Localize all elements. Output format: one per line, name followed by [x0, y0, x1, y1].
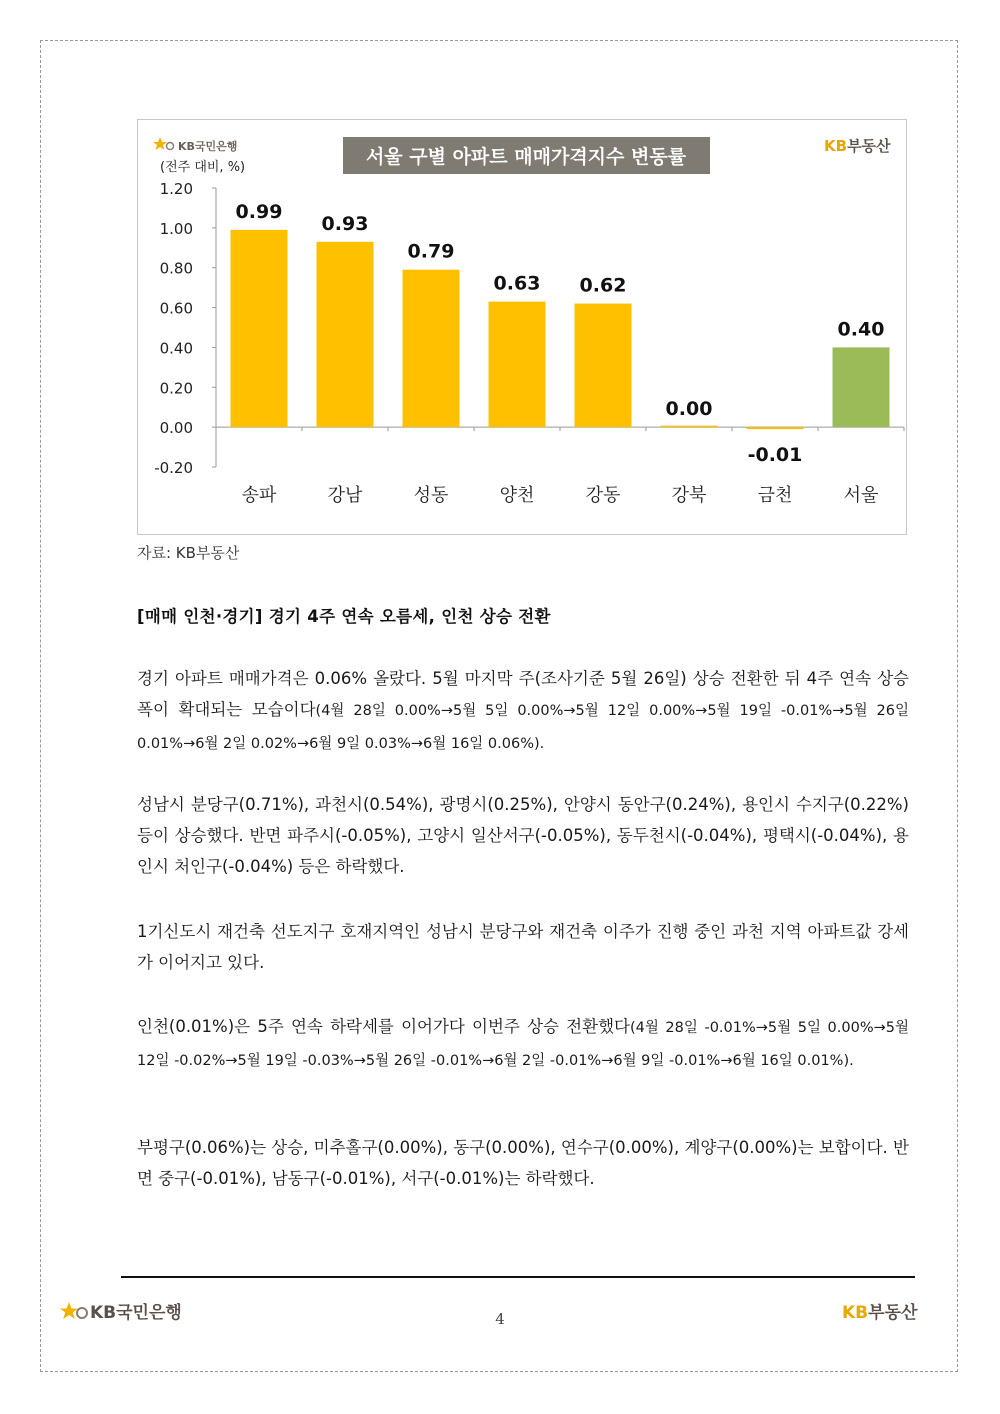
y-tick-label: 0.40 — [159, 339, 193, 358]
bar-금천 — [747, 427, 804, 429]
paragraph-new-towns: 1기신도시 재건축 선도지구 호재지역인 성남시 분당구와 재건축 이주가 진행 중인 과천 지역 아파트값 강세가 이어지고 있다. — [137, 922, 909, 972]
footer-logo-kb: KB — [842, 1303, 869, 1323]
paragraph-gyeonggi-detail: (4월 28일 0.00%→5월 5일 0.00%→5월 12일 0.00%→5월 19일 -0.01%→5월 26일 0.01%→6월 2일 0.02%→6월 9일 0.03%→6월 16일 0.06%). — [137, 703, 909, 752]
paragraph-gyeonggi-districts: 성남시 분당구(0.71%), 과천시(0.54%), 광명시(0.25%), 안양시 동안구(0.24%), 용인시 수지구(0.22%) 등이 상승했다. 반면 파주시(-0.05%), 고양시 일산서구(-0.05%), 동두천시(-0.04%), 평택시(-0.04%), 용인시 처인구(-0.04%) 등은 하락했다. — [137, 795, 909, 876]
page-number: 4 — [495, 1310, 505, 1328]
footer-bank-name: KB국민은행 — [90, 1303, 182, 1323]
data-label: 0.63 — [493, 272, 541, 295]
paragraph-incheon-detail: (4월 28일 -0.01%→5월 5일 0.00%→5월 12일 -0.02%→5월 19일 -0.03%→5월 26일 -0.01%→6월 2일 -0.01%→6월 9일 -0.01%→6월 16일 0.01%). — [137, 1020, 909, 1069]
paragraph-incheon-main: 인천(0.01%)은 5주 연속 하락세를 이어가다 이번주 상승 전환했다 — [137, 1017, 630, 1036]
chart-title: 서울 구별 아파트 매매가격지수 변동률 — [365, 146, 687, 168]
data-label: 0.40 — [837, 318, 885, 341]
kb-star-icon — [153, 137, 167, 150]
paragraph-gyeonggi-main: 경기 아파트 매매가격은 0.06% 올랐다. 5월 마지막 주(조사기준 5월 26일) 상승 전환한 뒤 4주 연속 상승폭이 확대되는 모습이다 — [137, 669, 909, 719]
chart-brand-logo: KB부동산 — [824, 137, 891, 155]
y-tick-label: 0.00 — [159, 419, 193, 438]
bar-강남 — [317, 242, 374, 427]
bar-chart-svg — [138, 120, 908, 536]
x-tick-label: 금천 — [757, 485, 793, 506]
x-tick-label: 강동 — [585, 485, 621, 506]
kb-ring-icon — [167, 143, 174, 150]
paragraph-gyeonggi — [137, 663, 909, 760]
bar-강북 — [661, 426, 718, 428]
bar-강동 — [575, 304, 632, 428]
y-tick-label: 1.20 — [159, 180, 193, 198]
y-tick-label: 1.00 — [159, 219, 193, 238]
x-tick-label: 강북 — [671, 485, 707, 506]
x-tick-label: 강남 — [327, 485, 363, 506]
x-tick-label: 송파 — [241, 485, 277, 506]
bar-양천 — [489, 302, 546, 428]
bar-성동 — [403, 270, 460, 427]
chart-unit-label: (전주 대비, %) — [160, 160, 246, 175]
paragraph-incheon — [137, 1011, 909, 1077]
data-label: 0.00 — [665, 398, 713, 421]
x-tick-label: 성동 — [413, 485, 449, 506]
bar-chart — [137, 119, 907, 535]
data-label: 0.99 — [235, 200, 283, 223]
data-label: -0.01 — [747, 444, 803, 467]
y-tick-label: 0.60 — [159, 299, 193, 318]
x-tick-label: 양천 — [499, 485, 535, 506]
footer-logo-realestate: 부동산 — [868, 1303, 918, 1323]
data-label: 0.62 — [579, 274, 627, 297]
bar-서울 — [833, 347, 890, 427]
footer-kb-realestate-logo — [842, 1298, 917, 1323]
paragraph-incheon-districts: 부평구(0.06%)는 상승, 미추홀구(0.00%), 동구(0.00%), 연수구(0.00%), 계양구(0.00%)는 보합이다. 반면 중구(-0.01%), 남동구(-0.01%), 서구(-0.01%)는 하락했다. — [137, 1138, 909, 1188]
footer-divider — [121, 1276, 915, 1278]
chart-source: 자료: KB부동산 — [137, 544, 240, 562]
x-tick-label: 서울 — [843, 485, 879, 506]
y-tick-label: -0.20 — [154, 459, 193, 477]
chart-bank-logo: KB국민은행 — [178, 140, 238, 153]
section-title: [매매 인천·경기] 경기 4주 연속 오름세, 인천 상승 전환 — [137, 607, 551, 626]
bar-송파 — [231, 230, 288, 427]
data-label: 0.79 — [407, 240, 455, 263]
data-label: 0.93 — [321, 212, 369, 235]
y-tick-label: 0.20 — [159, 379, 193, 398]
y-tick-label: 0.80 — [159, 259, 193, 278]
